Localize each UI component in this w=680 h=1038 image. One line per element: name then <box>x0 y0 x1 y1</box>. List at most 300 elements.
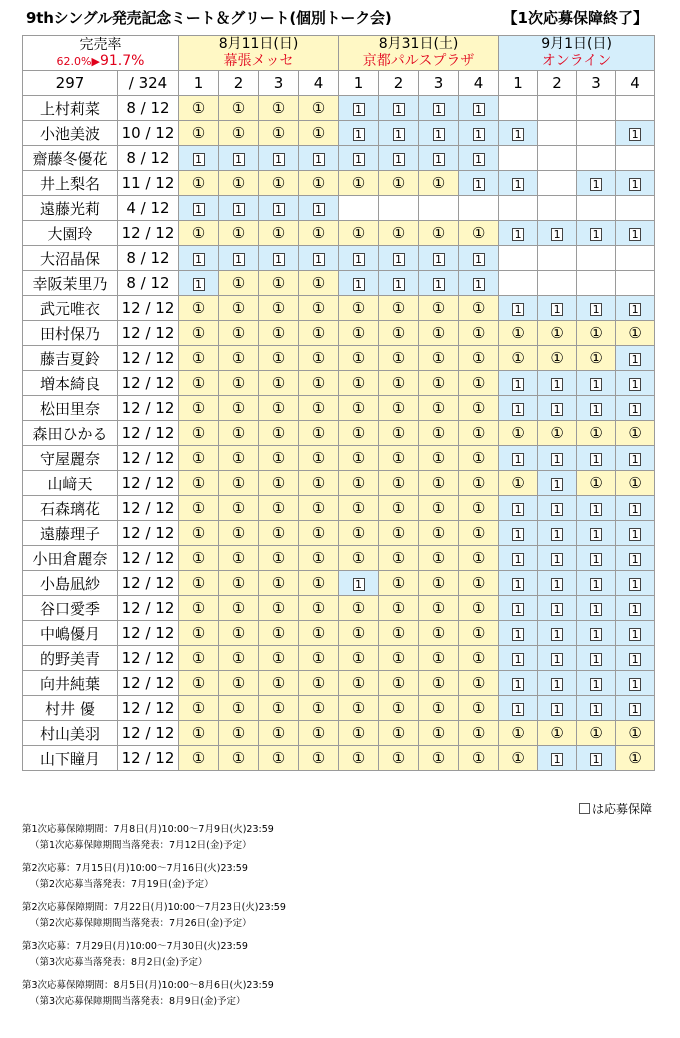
slot-cell <box>577 96 616 121</box>
slot-cell <box>299 246 339 271</box>
member-slot-count: 12 / 12 <box>118 621 179 646</box>
member-row <box>23 96 655 121</box>
circled-one-icon: ① <box>191 349 206 367</box>
slot-cell <box>419 221 459 246</box>
circled-one-icon: ① <box>191 124 206 142</box>
guarantee-box-icon: 1 <box>433 278 445 291</box>
slot-cell <box>577 321 616 346</box>
slot-cell <box>339 121 379 146</box>
circled-one-icon: ① <box>311 749 326 767</box>
guarantee-box-icon: 1 <box>193 153 205 166</box>
note-announcement: （第2次応募当落発表：7月19日(金)予定） <box>30 879 214 890</box>
guarantee-box-icon: 1 <box>590 653 602 666</box>
slot-cell <box>459 746 499 771</box>
circled-one-icon: ① <box>589 724 603 742</box>
slot-number: 4 <box>459 71 499 96</box>
slot-cell <box>616 446 655 471</box>
slot-cell <box>339 496 379 521</box>
circled-one-icon: ① <box>271 424 286 442</box>
slot-cell <box>219 196 259 221</box>
slot-cell <box>577 271 616 296</box>
slot-cell <box>419 621 459 646</box>
slot-cell <box>499 496 538 521</box>
circled-one-icon: ① <box>271 524 286 542</box>
guarantee-box-icon: 1 <box>629 178 641 191</box>
slot-cell <box>616 721 655 746</box>
circled-one-icon: ① <box>628 474 642 492</box>
member-slot-count: 12 / 12 <box>118 671 179 696</box>
slot-cell <box>379 471 419 496</box>
circled-one-icon: ① <box>471 649 486 667</box>
slot-cell <box>219 571 259 596</box>
circled-one-icon: ① <box>191 649 206 667</box>
circled-one-icon: ① <box>231 99 246 117</box>
circled-one-icon: ① <box>628 749 642 767</box>
slot-cell <box>538 296 577 321</box>
circled-one-icon: ① <box>589 324 603 342</box>
guarantee-box-icon: 1 <box>273 153 285 166</box>
slot-cell <box>538 371 577 396</box>
guarantee-box-icon: 1 <box>551 628 563 641</box>
circled-one-icon: ① <box>231 624 246 642</box>
event-date: 9月1日(日) <box>541 36 612 52</box>
guarantee-box-icon: 1 <box>273 203 285 216</box>
slot-cell <box>538 596 577 621</box>
guarantee-box-icon: 1 <box>473 128 485 141</box>
slot-cell <box>577 221 616 246</box>
member-name: 遠藤光莉 <box>23 196 118 221</box>
event-venue: 幕張メッセ <box>223 53 294 69</box>
guarantee-box-icon: 1 <box>473 103 485 116</box>
circled-one-icon: ① <box>431 474 446 492</box>
slot-cell <box>299 571 339 596</box>
note-announcement: （第2次応募保障期間当落発表：7月26日(金)予定） <box>30 918 252 929</box>
circled-one-icon: ① <box>271 449 286 467</box>
member-name: 小島凪紗 <box>23 571 118 596</box>
guarantee-box-icon: 1 <box>473 253 485 266</box>
slot-cell <box>577 571 616 596</box>
slot-cell <box>339 746 379 771</box>
circled-one-icon: ① <box>351 449 366 467</box>
slot-cell <box>499 646 538 671</box>
slot-cell <box>379 246 419 271</box>
slot-cell <box>379 271 419 296</box>
circled-one-icon: ① <box>351 324 366 342</box>
guarantee-box-icon: 1 <box>590 178 602 191</box>
circled-one-icon: ① <box>231 399 246 417</box>
guarantee-box-icon: 1 <box>629 378 641 391</box>
guarantee-box-icon: 1 <box>551 703 563 716</box>
circled-one-icon: ① <box>191 449 206 467</box>
circled-one-icon: ① <box>271 549 286 567</box>
circled-one-icon: ① <box>351 649 366 667</box>
circled-one-icon: ① <box>191 374 206 392</box>
slot-cell <box>339 421 379 446</box>
event-date: 8月11日(日) <box>218 36 299 52</box>
circled-one-icon: ① <box>351 674 366 692</box>
slot-cell <box>419 246 459 271</box>
circled-one-icon: ① <box>271 224 286 242</box>
legend-text: は応募保障 <box>591 802 652 816</box>
circled-one-icon: ① <box>471 299 486 317</box>
slot-cell <box>339 246 379 271</box>
slot-cell <box>339 471 379 496</box>
member-slot-count: 12 / 12 <box>118 346 179 371</box>
circled-one-icon: ① <box>351 174 366 192</box>
circled-one-icon: ① <box>391 499 406 517</box>
member-name: 石森璃花 <box>23 496 118 521</box>
circled-one-icon: ① <box>431 174 446 192</box>
slot-cell <box>379 371 419 396</box>
slot-cell <box>259 196 299 221</box>
slot-cell <box>299 446 339 471</box>
slot-cell <box>219 421 259 446</box>
circled-one-icon: ① <box>311 499 326 517</box>
slot-cell <box>179 621 219 646</box>
slot-cell <box>339 671 379 696</box>
guarantee-box-icon: 1 <box>629 628 641 641</box>
slot-cell <box>459 121 499 146</box>
member-slot-count: 8 / 12 <box>118 246 179 271</box>
slot-number: 3 <box>419 71 459 96</box>
slot-cell <box>219 221 259 246</box>
slot-cell <box>259 721 299 746</box>
slot-cell <box>259 421 299 446</box>
slot-cell <box>459 446 499 471</box>
circled-one-icon: ① <box>311 549 326 567</box>
slot-cell <box>459 146 499 171</box>
slot-cell <box>179 671 219 696</box>
circled-one-icon: ① <box>471 349 486 367</box>
circled-one-icon: ① <box>431 324 446 342</box>
slot-cell <box>299 371 339 396</box>
slot-cell <box>379 346 419 371</box>
circled-one-icon: ① <box>391 374 406 392</box>
circled-one-icon: ① <box>550 724 564 742</box>
circled-one-icon: ① <box>231 299 246 317</box>
guarantee-box-icon: 1 <box>551 303 563 316</box>
slot-cell <box>179 271 219 296</box>
circled-one-icon: ① <box>311 274 326 292</box>
guarantee-box-icon: 1 <box>433 253 445 266</box>
slot-cell <box>339 346 379 371</box>
arrow-icon: ▶ <box>91 55 100 68</box>
slot-cell <box>459 96 499 121</box>
slot-cell <box>419 321 459 346</box>
slot-cell <box>299 271 339 296</box>
member-row <box>23 296 655 321</box>
guarantee-box-icon: 1 <box>629 353 641 366</box>
guarantee-box-icon: 1 <box>551 503 563 516</box>
slot-cell <box>538 671 577 696</box>
circled-one-icon: ① <box>471 399 486 417</box>
slot-cell <box>179 371 219 396</box>
slot-cell <box>419 396 459 421</box>
member-slot-count: 12 / 12 <box>118 546 179 571</box>
guarantee-box-icon: 1 <box>512 553 524 566</box>
slot-cell <box>538 121 577 146</box>
guarantee-box-icon: 1 <box>629 503 641 516</box>
slot-cell <box>538 196 577 221</box>
guarantee-box-icon: 1 <box>629 678 641 691</box>
guarantee-box-icon: 1 <box>512 578 524 591</box>
circled-one-icon: ① <box>311 299 326 317</box>
slot-cell <box>577 496 616 521</box>
circled-one-icon: ① <box>271 374 286 392</box>
guarantee-box-icon: 1 <box>629 528 641 541</box>
guarantee-box-icon: 1 <box>629 553 641 566</box>
slot-cell <box>538 146 577 171</box>
circled-one-icon: ① <box>511 324 525 342</box>
slot-cell <box>259 321 299 346</box>
guarantee-box-icon: 1 <box>313 203 325 216</box>
member-name: 増本綺良 <box>23 371 118 396</box>
guarantee-box-icon: 1 <box>433 103 445 116</box>
member-slot-count: 10 / 12 <box>118 121 179 146</box>
member-name: 大沼晶保 <box>23 246 118 271</box>
slot-cell <box>459 371 499 396</box>
guarantee-box-icon: 1 <box>629 453 641 466</box>
member-slot-count: 12 / 12 <box>118 721 179 746</box>
circled-one-icon: ① <box>311 474 326 492</box>
slot-cell <box>616 546 655 571</box>
slot-cell <box>259 671 299 696</box>
slot-cell <box>219 96 259 121</box>
slot-cell <box>419 471 459 496</box>
circled-one-icon: ① <box>589 474 603 492</box>
slot-cell <box>299 746 339 771</box>
member-slot-count: 12 / 12 <box>118 696 179 721</box>
slot-cell <box>538 746 577 771</box>
member-row <box>23 521 655 546</box>
circled-one-icon: ① <box>431 524 446 542</box>
guarantee-box-icon: 1 <box>313 253 325 266</box>
slot-cell <box>219 121 259 146</box>
note-announcement: （第1次応募保障期間当落発表：7月12日(金)予定） <box>30 840 252 851</box>
slot-cell <box>577 696 616 721</box>
circled-one-icon: ① <box>550 349 564 367</box>
circled-one-icon: ① <box>191 299 206 317</box>
circled-one-icon: ① <box>271 749 286 767</box>
slot-cell <box>538 721 577 746</box>
slot-cell <box>219 446 259 471</box>
slot-cell <box>459 221 499 246</box>
slot-cell <box>419 146 459 171</box>
slot-cell <box>577 521 616 546</box>
guarantee-box-icon: 1 <box>629 578 641 591</box>
member-row <box>23 421 655 446</box>
slot-cell <box>339 146 379 171</box>
circled-one-icon: ① <box>351 399 366 417</box>
guarantee-box-icon: 1 <box>551 228 563 241</box>
guarantee-box-icon: 1 <box>590 553 602 566</box>
circled-one-icon: ① <box>471 449 486 467</box>
member-name: 村井 優 <box>23 696 118 721</box>
circled-one-icon: ① <box>391 449 406 467</box>
slot-cell <box>339 721 379 746</box>
circled-one-icon: ① <box>391 399 406 417</box>
circled-one-icon: ① <box>391 224 406 242</box>
circled-one-icon: ① <box>311 124 326 142</box>
guarantee-box-icon: 1 <box>590 528 602 541</box>
slot-cell <box>259 396 299 421</box>
circled-one-icon: ① <box>628 724 642 742</box>
circled-one-icon: ① <box>271 474 286 492</box>
member-name: 齋藤冬優花 <box>23 146 118 171</box>
circled-one-icon: ① <box>431 349 446 367</box>
guarantee-box-icon: 1 <box>629 303 641 316</box>
guarantee-box-icon: 1 <box>512 453 524 466</box>
circled-one-icon: ① <box>550 424 564 442</box>
note-group <box>22 978 286 1010</box>
member-slot-count: 12 / 12 <box>118 221 179 246</box>
circled-one-icon: ① <box>231 274 246 292</box>
slot-cell <box>379 521 419 546</box>
slot-number: 1 <box>499 71 538 96</box>
member-name: 中嶋優月 <box>23 621 118 646</box>
circled-one-icon: ① <box>628 424 642 442</box>
slot-cell <box>577 421 616 446</box>
slot-cell <box>499 296 538 321</box>
guarantee-box-icon: 1 <box>590 628 602 641</box>
slot-cell <box>616 396 655 421</box>
slot-cell <box>538 271 577 296</box>
circled-one-icon: ① <box>311 349 326 367</box>
circled-one-icon: ① <box>311 449 326 467</box>
circled-one-icon: ① <box>589 349 603 367</box>
circled-one-icon: ① <box>271 299 286 317</box>
circled-one-icon: ① <box>271 599 286 617</box>
slot-cell <box>379 96 419 121</box>
slot-cell <box>259 96 299 121</box>
slot-cell <box>616 271 655 296</box>
slot-cell <box>339 96 379 121</box>
slot-cell <box>219 296 259 321</box>
slot-cell <box>616 521 655 546</box>
circled-one-icon: ① <box>471 499 486 517</box>
member-name: 山﨑天 <box>23 471 118 496</box>
circled-one-icon: ① <box>231 474 246 492</box>
slot-cell <box>379 296 419 321</box>
guarantee-box-icon: 1 <box>512 678 524 691</box>
member-name: 田村保乃 <box>23 321 118 346</box>
slot-cell <box>459 246 499 271</box>
slot-cell <box>379 596 419 621</box>
circled-one-icon: ① <box>391 174 406 192</box>
circled-one-icon: ① <box>431 374 446 392</box>
slot-cell <box>219 646 259 671</box>
guarantee-box-icon: 1 <box>512 228 524 241</box>
circled-one-icon: ① <box>231 699 246 717</box>
slot-cell <box>499 746 538 771</box>
circled-one-icon: ① <box>351 549 366 567</box>
slot-number: 2 <box>379 71 419 96</box>
slot-cell <box>259 221 299 246</box>
member-name: 上村莉菜 <box>23 96 118 121</box>
slot-cell <box>499 721 538 746</box>
circled-one-icon: ① <box>271 274 286 292</box>
circled-one-icon: ① <box>431 599 446 617</box>
circled-one-icon: ① <box>471 674 486 692</box>
note-period: 第2次応募保障期間：7月22日(月)10:00～7月23日(火)23:59 <box>22 902 286 913</box>
slot-cell <box>538 496 577 521</box>
slot-cell <box>616 371 655 396</box>
slot-cell <box>459 596 499 621</box>
guarantee-box-icon: 1 <box>629 128 641 141</box>
slot-cell <box>219 696 259 721</box>
slot-cell <box>179 396 219 421</box>
slot-cell <box>219 171 259 196</box>
slot-cell <box>459 646 499 671</box>
circled-one-icon: ① <box>231 174 246 192</box>
legend <box>579 800 652 817</box>
slot-cell <box>616 96 655 121</box>
slot-cell <box>179 571 219 596</box>
circled-one-icon: ① <box>191 724 206 742</box>
circled-one-icon: ① <box>231 549 246 567</box>
member-row <box>23 371 655 396</box>
member-row <box>23 496 655 521</box>
slot-cell <box>219 246 259 271</box>
guarantee-box-icon: 1 <box>590 753 602 766</box>
slot-cell <box>538 96 577 121</box>
slot-cell <box>499 371 538 396</box>
circled-one-icon: ① <box>191 499 206 517</box>
slot-cell <box>219 321 259 346</box>
slot-cell <box>459 696 499 721</box>
member-name: 井上梨名 <box>23 171 118 196</box>
slot-cell <box>339 196 379 221</box>
slot-cell <box>339 621 379 646</box>
guarantee-box-icon: 1 <box>551 653 563 666</box>
slot-cell <box>259 146 299 171</box>
member-name: 幸阪茉里乃 <box>23 271 118 296</box>
slot-cell <box>419 271 459 296</box>
slot-cell <box>299 521 339 546</box>
member-row <box>23 646 655 671</box>
circled-one-icon: ① <box>271 399 286 417</box>
slot-cell <box>459 621 499 646</box>
slot-cell <box>459 721 499 746</box>
slot-cell <box>419 721 459 746</box>
slot-cell <box>299 471 339 496</box>
circled-one-icon: ① <box>351 749 366 767</box>
slot-cell <box>179 221 219 246</box>
slot-cell <box>179 346 219 371</box>
slot-cell <box>616 646 655 671</box>
slot-cell <box>419 296 459 321</box>
circled-one-icon: ① <box>628 324 642 342</box>
member-row <box>23 271 655 296</box>
guarantee-box-icon: 1 <box>512 403 524 416</box>
guarantee-box-icon: 1 <box>512 603 524 616</box>
slot-cell <box>419 646 459 671</box>
slot-cell <box>616 596 655 621</box>
slot-cell <box>339 371 379 396</box>
circled-one-icon: ① <box>511 724 525 742</box>
note-group <box>22 939 286 971</box>
slot-cell <box>179 696 219 721</box>
member-name: 村山美羽 <box>23 721 118 746</box>
slot-cell <box>459 171 499 196</box>
slot-cell <box>459 196 499 221</box>
member-name: 小池美波 <box>23 121 118 146</box>
guarantee-box-icon: 1 <box>590 503 602 516</box>
circled-one-icon: ① <box>271 324 286 342</box>
slot-cell <box>459 421 499 446</box>
slot-cell <box>616 696 655 721</box>
slot-cell <box>179 146 219 171</box>
